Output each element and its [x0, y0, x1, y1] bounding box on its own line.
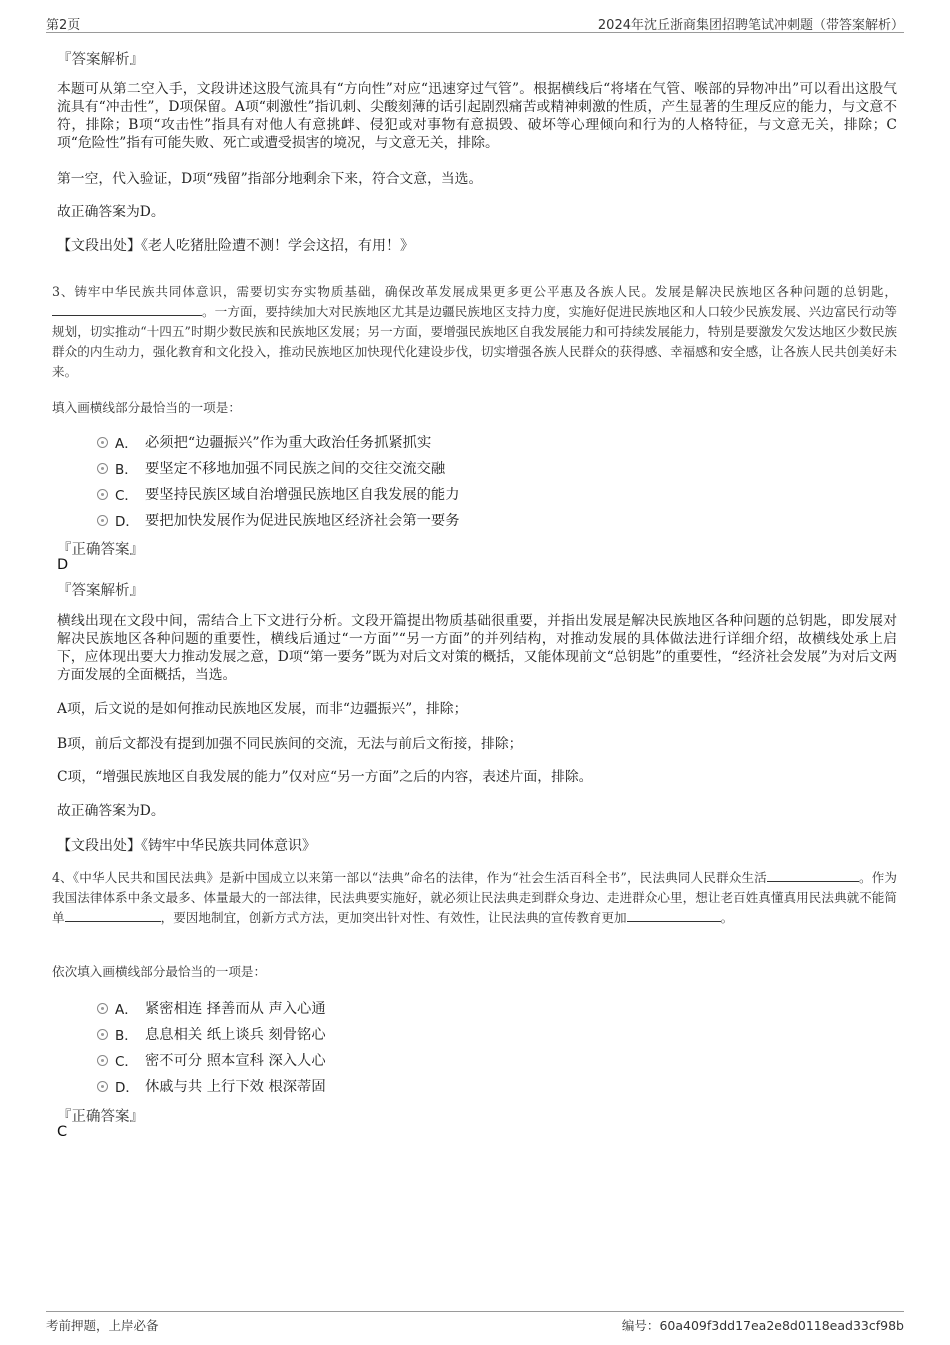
q4-stem: [52, 868, 897, 928]
q4-stem-part-2: 。作为我国法律体系中条文最多、体量最大的一部法律，民法典要实施好，就必须让民法典走到群众身边、走进群众心里，想让老百姓真懂真用民法典就不能简单: [52, 870, 897, 925]
radio-button[interactable]: [97, 463, 108, 474]
radio-button[interactable]: [97, 1081, 108, 1092]
page-header: [46, 10, 904, 33]
q4-correct-answer: C: [57, 1124, 68, 1140]
q3-option-b[interactable]: B． 要坚定不移地加强不同民族之间的交往交流交融: [97, 458, 797, 484]
q4-stem-end: 。: [720, 910, 734, 925]
q4-option-a[interactable]: A． 紧密相连 择善而从 声入心通: [97, 998, 797, 1024]
page-number: 第2页: [46, 18, 81, 33]
footer-code-value: 60a409f3dd17ea2e8d0118ead33cf98b: [659, 1318, 904, 1333]
q4-prompt: 依次填入画横线部分最恰当的一项是：: [52, 964, 267, 979]
q2-analysis-heading: 『答案解析』: [57, 52, 144, 68]
q3-analysis-paragraph: 横线出现在文段中间，需结合上下文进行分析。文段开篇提出物质基础很重要，并指出发展是解决民族地区各种问题的总钥匙，即发展对解决民族地区各种问题的重要性，横线后通过“一方面”“另一方面”的并列结构，对推动发展的具体做法进行详细介绍，故横线处承上启下，应体现出要大力推动发展之意，D项“第一要务”既为对后文对策的概括，又能体现前文“总钥匙”的重要性，“经济社会发展”为对后文两方面发展的全面概括，当选。: [57, 613, 897, 683]
q3-analysis-heading: 『答案解析』: [57, 583, 144, 599]
q2-source: 【文段出处】《老人吃猪肚险遭不测！学会这招，有用！》: [57, 238, 414, 254]
radio-button[interactable]: [97, 1029, 108, 1040]
q2-conclusion: 故正确答案为D。: [57, 204, 165, 220]
q3-conclusion: 故正确答案为D。: [57, 803, 165, 819]
q3-stem-suffix: 。一方面，要持续加大对民族地区尤其是边疆民族地区支持力度，实施好促进民族地区和人口较少民族发展、兴边富民行动等规划，切实推动“十四五”时期少数民族和民族地区发展；另一方面，要增强民族地区自我发展能力和可持续发展能力，特别是要激发欠发达地区少数民族群众的内生动力，强化教育和文化投入，推动民族地区加快现代化建设步伐，切实增强各族人民群众的获得感、幸福感和安全感，让各族人民共创美好未来。: [52, 304, 897, 379]
q3-analysis-b: B项，前后文都没有提到加强不同民族间的交流，无法与前后文衔接，排除；: [57, 736, 523, 752]
q3-stem: [52, 282, 897, 382]
q3-correct-heading: 『正确答案』: [57, 542, 144, 558]
radio-button[interactable]: [97, 515, 108, 526]
q4-correct-heading: 『正确答案』: [57, 1109, 144, 1125]
radio-button[interactable]: [97, 1055, 108, 1066]
q4-options: [97, 998, 797, 1102]
q4-option-b[interactable]: B． 息息相关 纸上谈兵 刻骨铭心: [97, 1024, 797, 1050]
radio-button[interactable]: [97, 489, 108, 500]
q3-prompt: 填入画横线部分最恰当的一项是：: [52, 400, 241, 415]
q3-option-a[interactable]: A． 必须把“边疆振兴”作为重大政治任务抓紧抓实: [97, 432, 797, 458]
q4-stem-part-3: ，要因地制宜，创新方式方法，更加突出针对性、有效性，让民法典的宣传教育更加: [160, 910, 627, 925]
page-footer: [46, 1311, 904, 1334]
footer-code-label: 编号：: [621, 1318, 660, 1333]
q4-blank-3: [627, 909, 721, 922]
q4-option-d[interactable]: D． 休戚与共 上行下效 根深蒂固: [97, 1076, 797, 1102]
q4-stem-part-1: 4、《中华人民共和国民法典》是新中国成立以来第一部以“法典”命名的法律，作为“社会生活百科全书”，民法典同人民群众生活: [52, 870, 767, 885]
q4-blank-1: [767, 869, 859, 882]
q3-option-d[interactable]: D． 要把加快发展作为促进民族地区经济社会第一要务: [97, 510, 797, 536]
q3-analysis-a: A项，后文说的是如何推动民族地区发展，而非“边疆振兴”，排除；: [57, 701, 468, 717]
footer-code: [622, 1316, 904, 1334]
q2-analysis-paragraph-2: 第一空，代入验证，D项“残留”指部分地剩余下来，符合文意，当选。: [57, 171, 483, 187]
footer-slogan: 考前押题，上岸必备: [46, 1318, 159, 1333]
radio-button[interactable]: [97, 437, 108, 448]
q4-option-c[interactable]: C． 密不可分 照本宣科 深入人心: [97, 1050, 797, 1076]
q2-analysis-paragraph-1: 本题可从第二空入手，文段讲述这股气流具有“方向性”对应“迅速穿过气管”。根据横线后“将堵在气管、喉部的异物冲出”可以看出这股气流具有“冲击性”，D项保留。A项“刺激性”指讥刺、尖酸刻薄的话引起剧烈痛苦或精神刺激的性质，产生显著的生理反应的能力，与文意不符，排除；B项“攻击性”指具有对他人有意挑衅、侵犯或对事物有意损毁、破坏等心理倾向和行为的人格特征，与文意无关，排除；C项“危险性”指有可能失败、死亡或遭受损害的境况，与文意无关，排除。: [57, 81, 897, 151]
q3-correct-answer: D: [57, 557, 69, 573]
q3-blank: [52, 303, 202, 316]
q3-stem-prefix: 3、铸牢中华民族共同体意识，需要切实夯实物质基础，确保改革发展成果更多更公平惠及各族人民。发展是解决民族地区各种问题的总钥匙，: [52, 284, 897, 299]
q3-options: [97, 432, 797, 536]
q4-blank-2: [65, 909, 161, 922]
q3-source: 【文段出处】《铸牢中华民族共同体意识》: [57, 838, 316, 854]
document-title: 2024年沈丘浙商集团招聘笔试冲刺题（带答案解析）: [597, 18, 904, 33]
q3-option-c[interactable]: C． 要坚持民族区域自治增强民族地区自我发展的能力: [97, 484, 797, 510]
radio-button[interactable]: [97, 1003, 108, 1014]
q3-analysis-c: C项，“增强民族地区自我发展的能力”仅对应“另一方面”之后的内容，表述片面，排除。: [57, 769, 593, 785]
